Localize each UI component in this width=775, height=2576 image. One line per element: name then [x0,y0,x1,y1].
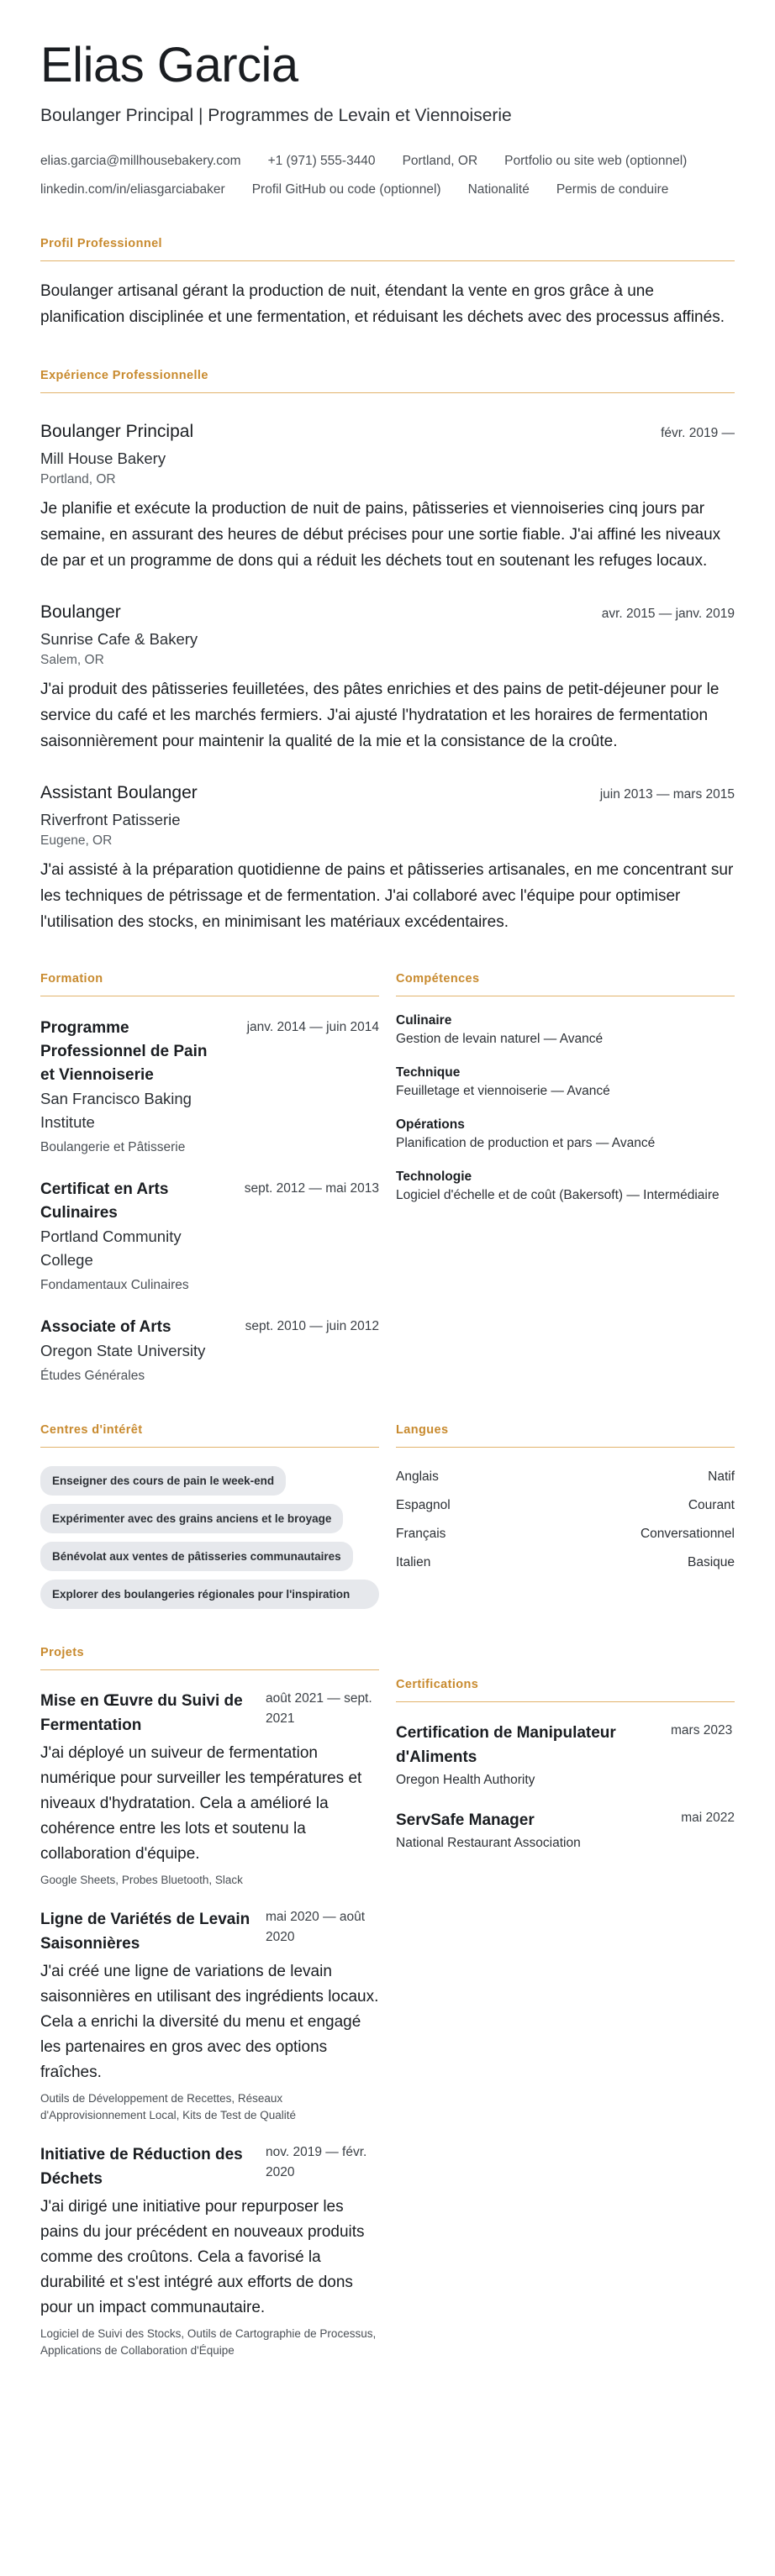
education-field: Boulangerie et Pâtisserie [40,1140,186,1154]
job-title: Assistant Boulanger [40,783,198,802]
section-title: Formation [40,972,379,996]
language-row [396,1553,735,1572]
contact-portfolio[interactable]: Portfolio ou site web (optionnel) [504,154,688,168]
profile-summary: Boulanger artisanal gérant la production de nuit, étendant la vente en gros grâce à une planification disciplinée et une fermentation, et réduisant les déchets avec des processus affinés. [40,282,725,326]
project-entry [40,1689,379,1889]
experience-section [40,369,735,935]
skill-category: Culinaire [396,1013,452,1028]
education-entry [40,1178,379,1296]
contact-phone[interactable]: +1 (971) 555-3440 [267,154,376,168]
certification-date: mai 2022 [681,1811,735,1825]
candidate-headline: Boulanger Principal | Programmes de Levain et Viennoiserie [40,106,512,125]
language-row [396,1468,735,1486]
certification-issuer: Oregon Health Authority [396,1773,535,1787]
section-title: Profil Professionnel [40,237,735,261]
certification-name: ServSafe Manager [396,1811,535,1829]
job-entry [40,601,735,754]
project-description: J'ai créé une ligne de variations de levain saisonnières en utilisant des ingrédients locaux. Cela a enrichi la diversité du menu et engagé les partenaires en gros avec des options fraîches. [40,1963,379,2081]
certification-date: mars 2023 [671,1723,733,1737]
education-school: San Francisco Baking Institute [40,1090,192,1131]
project-dates: mai 2020 — août 2020 [266,1910,366,1944]
education-school: Portland Community College [40,1228,182,1269]
candidate-name: Elias Garcia [40,38,298,92]
language-name: Espagnol [396,1498,451,1512]
job-description: J'ai produit des pâtisseries feuilletées, des pâtes enrichies et des pains de petit-déjeuner pour le service du café et les marchés fermiers. J'ai ajusté l'hydratation et les horaires de fermentation saisonnièrement pour maintenir la qualité de la mie et la consistance de la croûte. [40,681,720,750]
skill-category: Opérations [396,1117,465,1132]
contact-driving-license: Permis de conduire [556,182,669,197]
contact-email[interactable]: elias.garcia@millhousebakery.com [40,154,241,168]
project-title: Mise en Œuvre du Suivi de Fermentation [40,1692,243,1734]
project-tech: Outils de Développement de Recettes, Réseaux d'Approvisionnement Local, Kits de Test de Qualité [40,2092,297,2121]
certification-issuer: National Restaurant Association [396,1836,581,1850]
education-school: Oregon State University [40,1342,206,1359]
job-location: Portland, OR [40,472,116,486]
skill-entry [396,1012,735,1049]
job-location: Eugene, OR [40,833,113,848]
education-skills-row [40,972,735,1386]
interest-tag: Expérimenter avec des grains anciens et le broyage [40,1504,343,1533]
interests-languages-row [40,1423,735,1609]
contact-nationality: Nationalité [467,182,530,197]
project-title: Ligne de Variétés de Levain Saisonnières [40,1911,250,1953]
section-title: Certifications [396,1678,735,1702]
job-entry [40,781,735,935]
education-degree: Certificat en Arts Culinaires [40,1180,169,1222]
contact-location: Portland, OR [402,154,478,168]
skill-entry [396,1116,735,1153]
skill-value: Planification de production et pars — Avancé [396,1136,656,1150]
job-dates: juin 2013 — mars 2015 [599,787,735,802]
language-level: Courant [688,1498,735,1512]
section-title: Compétences [396,972,735,996]
certification-name: Certification de Manipulateur d'Aliments [396,1724,616,1766]
language-row [396,1496,735,1515]
skills-section [396,972,735,1386]
project-title: Initiative de Réduction des Déchets [40,2146,243,2188]
language-row [396,1525,735,1543]
section-title: Expérience Professionnelle [40,369,735,393]
interest-tag: Enseigner des cours de pain le week-end [40,1466,286,1496]
profile-section [40,237,735,330]
language-name: Français [396,1527,446,1541]
projects-section [40,1646,379,2359]
language-level: Basique [687,1555,735,1569]
language-name: Italien [396,1555,431,1569]
projects-certifications-row [40,1646,735,2359]
job-entry [40,420,735,574]
skill-category: Technique [396,1065,461,1080]
job-description: Je planifie et exécute la production de nuit de pains, pâtisseries et viennoiseries cinq jours par semaine, en assurant des heures de début précises pour une sortie fiable. J'ai affiné les niveaux de par et un programme de dons qui a réduit les déchets tout en soutenant les refuges locaux. [40,500,721,570]
skill-value: Feuilletage et viennoiserie — Avancé [396,1084,610,1098]
education-entry [40,1316,379,1386]
project-dates: août 2021 — sept. 2021 [266,1691,372,1726]
section-title: Centres d'intérêt [40,1423,379,1448]
language-list [396,1468,735,1572]
contact-list [40,153,735,198]
contact-linkedin[interactable]: linkedin.com/in/eliasgarciabaker [40,182,225,197]
project-entry [40,2142,379,2359]
project-entry [40,1907,379,2124]
education-field: Études Générales [40,1369,145,1383]
interests-section [40,1423,379,1609]
job-company: Sunrise Cafe & Bakery [40,630,198,648]
certification-entry [396,1808,735,1853]
job-dates: avr. 2015 — janv. 2019 [601,607,735,621]
project-dates: nov. 2019 — févr. 2020 [266,2145,367,2179]
section-title: Projets [40,1646,379,1670]
language-name: Anglais [396,1469,439,1484]
language-level: Natif [708,1469,735,1484]
job-company: Mill House Bakery [40,449,166,467]
project-tech: Google Sheets, Probes Bluetooth, Slack [40,1874,243,1886]
job-location: Salem, OR [40,653,104,667]
interest-tag: Bénévolat aux ventes de pâtisseries communautaires [40,1542,353,1571]
education-dates: sept. 2010 — juin 2012 [245,1319,379,1333]
education-field: Fondamentaux Culinaires [40,1278,189,1292]
language-level: Conversationnel [640,1527,735,1541]
skill-category: Technologie [396,1170,472,1184]
project-tech: Logiciel de Suivi des Stocks, Outils de Cartographie de Processus, Applications de Collaboration d'Équipe [40,2327,377,2357]
skill-entry [396,1168,735,1205]
project-description: J'ai dirigé une initiative pour repurposer les pains du jour précédent en nouveaux produits comme des croûtons. Cela a favorisé la durabilité et s'est intégré aux efforts de dons pour un impact communautaire. [40,2198,365,2316]
job-title: Boulanger [40,602,121,622]
skill-entry [396,1064,735,1101]
job-description: J'ai assisté à la préparation quotidienne de pains et pâtisseries artisanales, en me concentrant sur les techniques de pétrissage et de fermentation. J'ai collaboré avec l'équipe pour optimiser l'utilisation des stocks, en minimisant les matériaux excédentaires. [40,861,734,931]
job-dates: févr. 2019 — [661,426,735,440]
certification-entry [396,1721,735,1790]
job-company: Riverfront Patisserie [40,811,181,828]
education-degree: Associate of Arts [40,1318,171,1336]
contact-github[interactable]: Profil GitHub ou code (optionnel) [251,182,441,197]
interest-tag: Explorer des boulangeries régionales pour l'inspiration [40,1580,379,1609]
project-description: J'ai déployé un suiveur de fermentation numérique pour surveiller les températures et niveaux d'hydratation. Cela a amélioré la cohérence entre les lots et soutenu la collaboration d'équipe. [40,1744,362,1863]
job-title: Boulanger Principal [40,422,194,441]
skill-value: Logiciel d'échelle et de coût (Bakersoft) — Intermédiaire [396,1188,720,1202]
section-title: Langues [396,1423,735,1448]
resume-header [40,37,735,198]
certifications-section [396,1678,735,2359]
education-dates: sept. 2012 — mai 2013 [244,1181,379,1196]
interest-tags [40,1466,379,1609]
education-dates: janv. 2014 — juin 2014 [246,1020,379,1034]
skill-value: Gestion de levain naturel — Avancé [396,1032,604,1046]
education-section [40,972,379,1386]
education-entry [40,1017,379,1158]
languages-section [396,1423,735,1609]
education-degree: Programme Professionnel de Pain et Viennoiserie [40,1019,208,1084]
